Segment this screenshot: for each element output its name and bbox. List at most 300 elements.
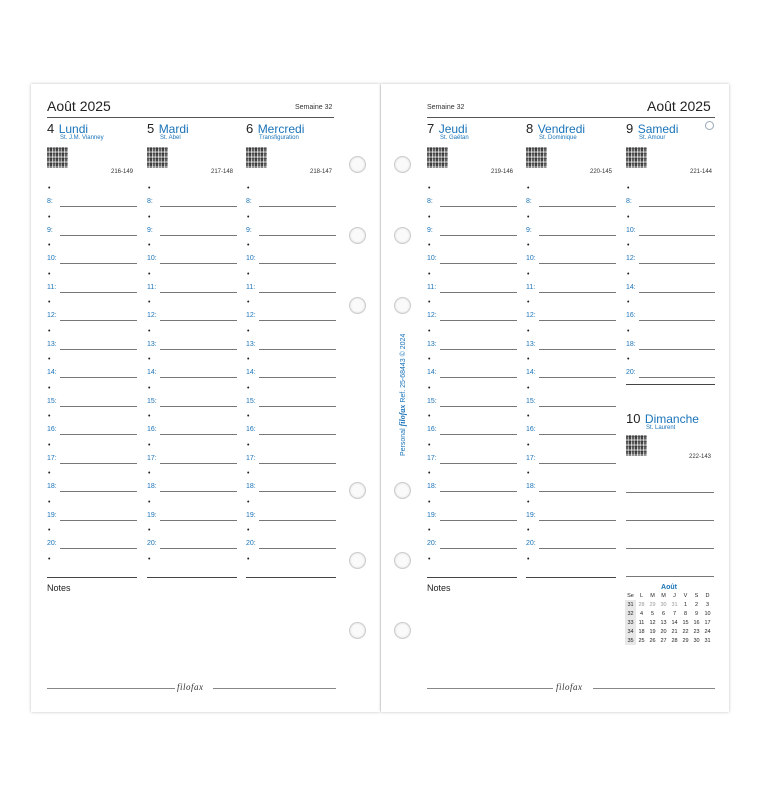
writing-line [259,263,336,264]
hour-slot[interactable] [526,197,616,211]
writing-line [440,349,517,350]
hour-slot[interactable] [246,482,336,496]
writing-line [539,520,616,521]
writing-line [639,349,715,350]
bullet-icon: • [527,527,530,534]
bullet-icon: • [247,470,250,477]
writing-line [539,377,616,378]
bullet-row [246,212,336,226]
day-name: Lundi [58,122,89,136]
calendar-day: 31 [671,601,678,608]
hour-slot[interactable] [526,283,616,297]
hour-slot[interactable] [526,425,616,439]
bullet-row [147,411,237,425]
hour-slot[interactable] [626,340,715,354]
hour-slot[interactable] [147,283,237,297]
hour-slot[interactable] [526,254,616,268]
calendar-day: 22 [682,628,689,635]
calendar-day: 30 [660,601,667,608]
hour-label: 11: [246,283,256,291]
day-count: 219-146 [491,169,514,175]
bullet-row [526,468,616,482]
bullet-icon: • [247,327,250,335]
writing-line [60,206,137,207]
bullet-icon: • [428,555,431,563]
writing-line [440,320,517,321]
hour-slot[interactable] [626,368,715,382]
hour-label: 11: [147,283,157,291]
binder-hole-icon [349,482,366,499]
notes-label: Notes [47,583,71,593]
column-end-rule [147,577,237,578]
bullet-row [526,440,616,454]
bullet-row [526,326,616,340]
bullet-icon: • [428,242,431,249]
calendar-day: 6 [661,610,666,617]
writing-line [639,292,715,293]
hour-slot[interactable] [47,482,137,496]
writing-line [259,548,336,549]
hour-slot[interactable] [47,311,137,325]
bullet-icon: • [148,527,151,534]
hour-label: 17: [147,454,157,462]
hour-label: 11: [47,283,57,291]
binder-hole-icon [394,482,411,499]
bullet-row [526,212,616,226]
bullet-icon: • [627,299,630,306]
day-count: 221-144 [690,169,713,175]
hour-slot[interactable] [246,425,336,439]
calendar-day: 7 [672,610,677,617]
hour-label: 19: [246,511,256,519]
hour-slot[interactable] [246,197,336,211]
hour-slot[interactable] [526,511,616,525]
bullet-icon: • [148,299,151,306]
mini-calendar-table [625,591,713,645]
bullet-row [626,354,715,368]
hour-slot[interactable] [626,283,715,297]
hour-slot[interactable] [526,539,616,553]
hour-label: 14: [427,369,437,377]
hour-label: 14: [147,369,157,377]
bullet-row [427,183,517,197]
qr-code-icon [427,147,448,168]
hour-label: 12: [47,312,57,320]
bullet-row [626,269,715,283]
binder-hole-icon [349,227,366,244]
bullet-icon: • [148,555,151,563]
bullet-icon: • [48,555,51,563]
hour-label: 14: [246,369,256,377]
hour-slot[interactable] [147,226,237,240]
column-end-rule [47,577,137,578]
hour-label: 9: [526,226,532,234]
hour-slot[interactable] [427,283,517,297]
hour-slot[interactable] [526,454,616,468]
hour-label: 14: [47,369,57,377]
week-number: 33 [625,618,636,627]
hour-slot[interactable] [147,197,237,211]
hour-label: 11: [427,283,437,291]
mini-calendar-header: M [661,592,666,599]
bullet-row [427,326,517,340]
bullet-row [147,468,237,482]
filofax-logo: filofax [556,682,583,692]
day-number: 6 [246,121,254,136]
bullet-icon: • [627,327,630,335]
hour-slot[interactable] [246,254,336,268]
hour-slot[interactable] [147,482,237,496]
hour-slot[interactable] [526,226,616,240]
hour-slot[interactable] [427,397,517,411]
calendar-day: 19 [649,628,656,635]
bullet-icon: • [48,441,51,449]
bullet-icon: • [527,213,530,221]
hour-slot[interactable] [526,482,616,496]
bullet-row [427,497,517,511]
day-number: 10 [626,411,641,426]
hour-slot[interactable] [147,368,237,382]
hour-slot[interactable] [147,311,237,325]
hour-label: 8: [147,198,153,206]
week-number: 34 [625,627,636,636]
calendar-day: 16 [693,619,700,626]
bullet-icon: • [428,413,431,420]
writing-line [539,349,616,350]
bullet-icon: • [428,213,431,221]
saint-name: St. Dominique [539,135,577,141]
hour-slot[interactable] [47,283,137,297]
hour-slot[interactable] [427,340,517,354]
bullet-row [526,354,616,368]
hour-slot[interactable] [47,340,137,354]
calendar-day: 1 [683,601,688,608]
hour-slot[interactable] [246,511,336,525]
hour-slot[interactable] [427,539,517,553]
writing-line [639,206,715,207]
writing-line [639,263,715,264]
bullet-icon: • [428,470,431,477]
hour-slot[interactable] [246,397,336,411]
hour-slot[interactable] [47,454,137,468]
bullet-icon: • [48,527,51,534]
bullet-row [427,468,517,482]
calendar-day: 14 [671,619,678,626]
hour-slot[interactable] [626,226,715,240]
hour-slot[interactable] [47,539,137,553]
bullet-row [147,554,237,568]
hour-label: 8: [526,198,532,206]
bullet-icon: • [48,185,51,192]
day-name: Mardi [158,122,189,136]
bullet-icon: • [527,356,530,363]
bullet-icon: • [247,270,250,278]
bullet-icon: • [247,413,250,420]
spine-prefix: Personal [400,428,407,456]
bullet-icon: • [247,356,250,363]
writing-line [259,377,336,378]
writing-line [539,292,616,293]
bullet-row [526,554,616,568]
hour-slot[interactable] [47,197,137,211]
bullet-row [147,212,237,226]
day-name: Mercredi [257,122,305,136]
bullet-row [246,383,336,397]
hour-label: 10: [427,255,437,263]
footer-line [427,688,553,689]
calendar-day: 28 [671,637,678,644]
binder-hole-icon [394,552,411,569]
bullet-row [47,525,137,539]
hour-slot[interactable] [427,254,517,268]
hour-slot[interactable] [427,511,517,525]
column-end-rule [626,384,715,385]
bullet-row [147,383,237,397]
hour-slot[interactable] [47,397,137,411]
hour-slot[interactable] [147,454,237,468]
hour-slot[interactable] [427,311,517,325]
bullet-row [147,240,237,254]
bullet-icon: • [48,327,51,335]
hour-slot[interactable] [526,340,616,354]
bullet-row [246,269,336,283]
hour-slot[interactable] [427,197,517,211]
bullet-row [246,525,336,539]
day-name: Jeudi [438,122,468,136]
hour-slot[interactable] [47,226,137,240]
hour-slot[interactable] [626,311,715,325]
calendar-day: 29 [649,601,656,608]
hour-label: 16: [427,426,437,434]
bullet-row [147,297,237,311]
header-rule [427,117,715,118]
writing-line [539,491,616,492]
binder-hole-icon [349,156,366,173]
bullet-icon: • [428,299,431,306]
hour-label: 8: [427,198,433,206]
calendar-day: 11 [638,619,645,626]
writing-line [539,263,616,264]
saint-name: St. Gaëtan [440,135,469,141]
hour-slot[interactable] [246,283,336,297]
hour-slot[interactable] [427,425,517,439]
bullet-icon: • [428,498,431,506]
hour-label: 9: [246,226,252,234]
bullet-icon: • [48,498,51,506]
bullet-row [47,354,137,368]
writing-line [160,491,237,492]
bullet-row [47,183,137,197]
mini-calendar-header: J [673,592,676,599]
hour-slot[interactable] [147,539,237,553]
bullet-row [427,440,517,454]
qr-code-icon [626,435,647,456]
writing-line [259,520,336,521]
hour-slot[interactable] [427,368,517,382]
hour-label: 12: [626,255,636,263]
bullet-icon: • [48,299,51,306]
hour-slot[interactable] [47,511,137,525]
spine-copyright: © 2024 [400,333,407,357]
calendar-day: 25 [638,637,645,644]
bullet-row [246,411,336,425]
hour-slot[interactable] [246,311,336,325]
hour-slot[interactable] [246,368,336,382]
day-number: 9 [626,121,634,136]
bullet-row [246,297,336,311]
day-name: Vendredi [537,122,586,136]
month-title: Août 2025 [47,98,111,114]
bullet-row [427,297,517,311]
hour-slot[interactable] [147,425,237,439]
hour-label: 19: [147,511,157,519]
writing-line [60,320,137,321]
hour-label: 18: [246,483,256,491]
mini-calendar-header: V [683,592,688,599]
bullet-row [47,326,137,340]
hour-slot[interactable] [246,539,336,553]
bullet-icon: • [148,356,151,363]
hour-label: 14: [526,369,536,377]
calendar-day: 29 [682,637,689,644]
bullet-row [427,411,517,425]
bullet-icon: • [247,185,250,192]
bullet-row [147,354,237,368]
writing-line [160,377,237,378]
week-label: Semaine 32 [427,104,465,111]
footer-line [213,688,336,689]
writing-line [440,377,517,378]
hour-label: 12: [427,312,437,320]
qr-code-icon [626,147,647,168]
hour-label: 16: [626,312,636,320]
hour-label: 9: [47,226,53,234]
bullet-icon: • [527,555,530,563]
bullet-icon: • [48,213,51,221]
bullet-row [427,525,517,539]
bullet-icon: • [247,555,250,563]
hour-slot[interactable] [626,254,715,268]
bullet-row [47,269,137,283]
calendar-day: 5 [650,610,655,617]
bullet-icon: • [148,213,151,221]
calendar-day: 20 [660,628,667,635]
hour-label: 17: [526,454,536,462]
hour-slot[interactable] [246,226,336,240]
hour-slot[interactable] [526,368,616,382]
hour-slot[interactable] [427,454,517,468]
bullet-row [47,297,137,311]
writing-line [60,434,137,435]
hour-slot[interactable] [47,254,137,268]
writing-line [539,406,616,407]
calendar-day: 10 [704,610,711,617]
bullet-row [147,440,237,454]
writing-line [160,263,237,264]
qr-code-icon [246,147,267,168]
mini-calendar-header: Se [627,592,634,599]
hour-label: 18: [427,483,437,491]
writing-line [259,235,336,236]
binder-hole-icon [349,552,366,569]
hour-slot[interactable] [427,482,517,496]
mini-calendar-header: S [694,592,699,599]
hour-label: 16: [47,426,57,434]
bullet-icon: • [148,327,151,335]
hour-slot[interactable] [47,425,137,439]
hour-slot[interactable] [147,511,237,525]
hour-label: 10: [147,255,157,263]
hour-label: 13: [427,340,437,348]
calendar-day: 31 [704,637,711,644]
bullet-row [427,269,517,283]
calendar-day: 23 [693,628,700,635]
writing-line [160,520,237,521]
calendar-day: 13 [660,619,667,626]
day-count: 218-147 [310,169,333,175]
writing-line [440,206,517,207]
hour-label: 12: [526,312,536,320]
column-end-rule [427,577,517,578]
qr-code-icon [147,147,168,168]
binder-hole-icon [394,227,411,244]
bullet-row [526,525,616,539]
bullet-row [246,354,336,368]
hour-slot[interactable] [147,397,237,411]
bullet-row [47,497,137,511]
hour-slot[interactable] [626,197,715,211]
writing-line [440,548,517,549]
bullet-row [526,383,616,397]
writing-line [259,491,336,492]
bullet-icon: • [527,470,530,477]
hour-label: 20: [626,369,636,377]
hour-slot[interactable] [246,454,336,468]
hour-label: 20: [147,540,157,548]
saint-name: St. Amour [639,135,666,141]
hour-label: 10: [47,255,57,263]
hour-slot[interactable] [526,311,616,325]
writing-line [160,206,237,207]
bullet-row [427,554,517,568]
day-count: 220-145 [590,169,613,175]
bullet-row [147,183,237,197]
bullet-row [626,240,715,254]
bullet-icon: • [428,327,431,335]
hour-slot[interactable] [246,340,336,354]
bullet-icon: • [428,441,431,449]
bullet-icon: • [148,441,151,449]
hour-slot[interactable] [147,340,237,354]
hour-slot[interactable] [427,226,517,240]
bullet-row [626,326,715,340]
bullet-icon: • [148,498,151,506]
binder-hole-icon [349,622,366,639]
bullet-icon: • [627,213,630,221]
bullet-icon: • [527,327,530,335]
day-count: 217-148 [211,169,234,175]
hour-label: 15: [427,397,437,405]
hour-slot[interactable] [526,397,616,411]
week-number: 31 [625,600,636,609]
hour-label: 19: [427,511,437,519]
day-count: 216-149 [111,169,134,175]
hour-slot[interactable] [147,254,237,268]
bullet-icon: • [627,242,630,249]
hour-label: 16: [526,426,536,434]
hour-label: 15: [147,397,157,405]
hour-slot[interactable] [47,368,137,382]
